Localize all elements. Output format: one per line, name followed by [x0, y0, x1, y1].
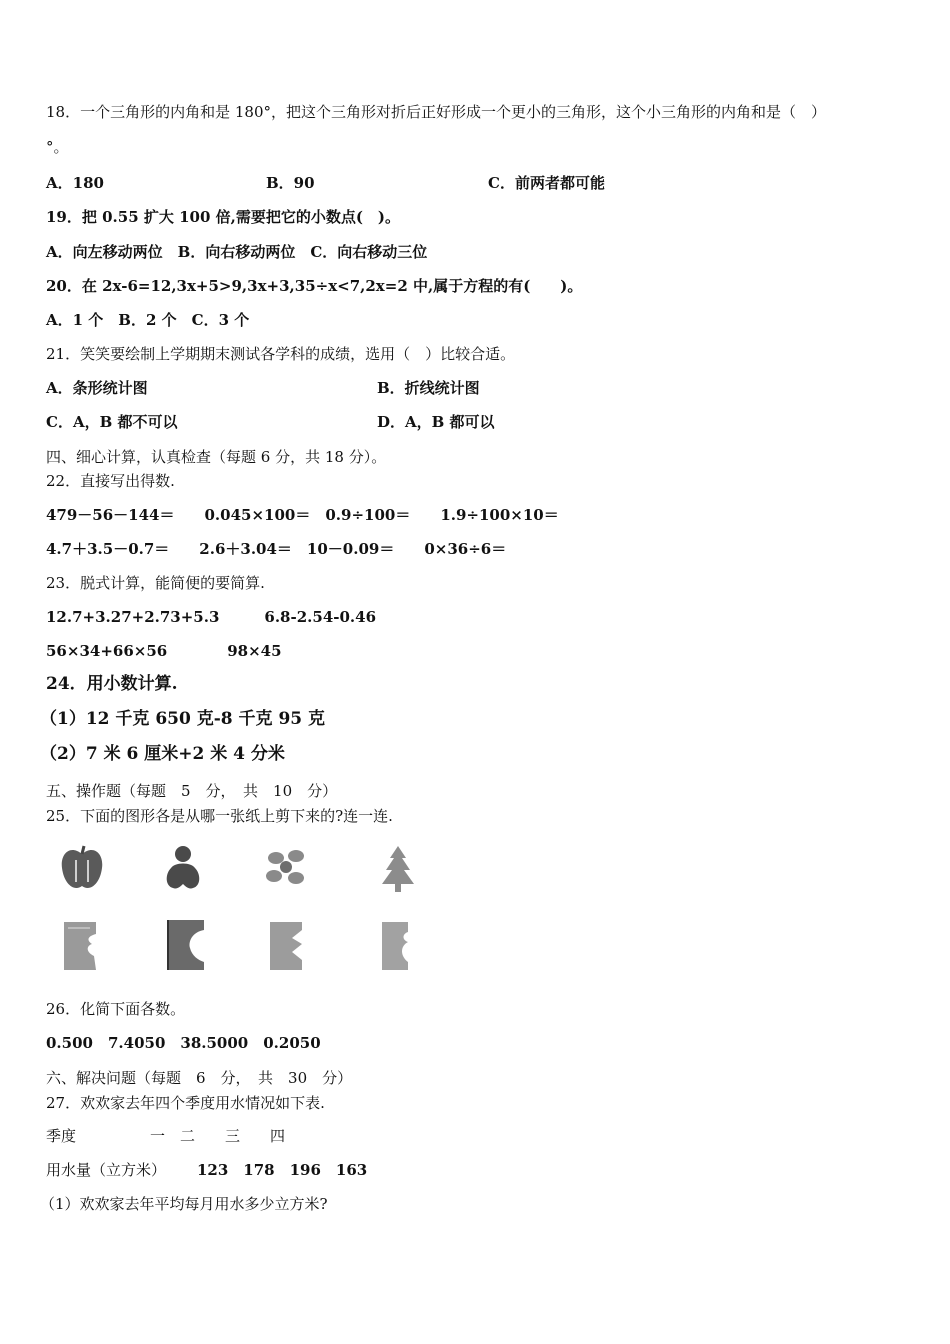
apple-shape-icon [56, 840, 108, 896]
q27-stem: 27．欢欢家去年四个季度用水情况如下表. [46, 1094, 325, 1112]
q26-stem: 26．化简下面各数。 [46, 1000, 186, 1018]
q25-stem: 25．下面的图形各是从哪一张纸上剪下来的?连一连. [46, 807, 393, 825]
folded-paper-c-icon [262, 918, 314, 974]
q21-stem: 21．笑笑要绘制上学期期末测试各学科的成绩，选用（ ）比较合适。 [46, 345, 516, 363]
q18-option-a: A．180 [46, 174, 104, 192]
flower-shape-icon [260, 840, 312, 896]
q21-option-a: A．条形统计图 [46, 379, 148, 397]
q21-option-d: D．A，B 都可以 [377, 413, 495, 431]
folded-paper-a-icon [56, 918, 108, 974]
q19-stem: 19．把 0.55 扩大 100 倍,需要把它的小数点( )。 [46, 208, 401, 226]
q22-row-1: 479－56－144＝ 0.045×100＝ 0.9÷100＝ 1.9÷100×10＝ [46, 506, 559, 524]
section-6-heading: 六、解决问题（每题 6 分， 共 30 分） [46, 1069, 353, 1087]
q21-option-b: B．折线统计图 [377, 379, 480, 397]
q26-numbers: 0.500 7.4050 38.5000 0.2050 [46, 1034, 321, 1052]
q24-part-1: （1）12 千克 650 克-8 千克 95 克 [40, 709, 326, 729]
q23-row-2: 56×34+66×56 98×45 [46, 642, 282, 660]
section-4-heading: 四、细心计算，认真检查（每题 6 分，共 18 分）。 [46, 448, 387, 466]
folded-paper-d-icon [374, 918, 426, 974]
q19-options: A．向左移动两位 B．向右移动两位 C．向右移动三位 [46, 243, 428, 261]
q22-stem: 22．直接写出得数. [46, 472, 175, 490]
q24-part-2: （2）7 米 6 厘米+2 米 4 分米 [40, 744, 285, 764]
tree-shape-icon [372, 840, 424, 896]
q24-stem: 24．用小数计算. [46, 674, 178, 694]
q18-stem: 18．一个三角形的内角和是 180°，把这个三角形对折后正好形成一个更小的三角形，这个小三角形的内角和是（ ） [46, 103, 826, 121]
q18-stem-cont: °。 [46, 138, 69, 156]
folded-paper-b-icon [160, 916, 212, 972]
q27-table-row-label: 用水量（立方米） [46, 1161, 167, 1179]
q20-stem: 20．在 2x-6=12,3x+5>9,3x+3,35÷x<7,2x=2 中,属于方程的有( )。 [46, 277, 583, 295]
gourd-shape-icon [157, 840, 209, 896]
q21-option-c: C．A，B 都不可以 [46, 413, 178, 431]
section-5-heading: 五、操作题（每题 5 分， 共 10 分） [46, 782, 338, 800]
q27-table-row-values: 123 178 196 163 [197, 1161, 368, 1179]
q23-stem: 23．脱式计算，能简便的要简算. [46, 574, 265, 592]
q27-table-header-values: 一 二 三 四 [150, 1127, 286, 1145]
q20-options: A．1 个 B．2 个 C．3 个 [46, 311, 250, 329]
q18-option-c: C．前两者都可能 [488, 174, 605, 192]
q27-part-1: （1）欢欢家去年平均每月用水多少立方米? [40, 1195, 328, 1213]
q22-row-2: 4.7＋3.5－0.7＝ 2.6＋3.04＝ 10－0.09＝ 0×36÷6＝ [46, 540, 507, 558]
q18-option-b: B．90 [266, 174, 315, 192]
q27-table-header-label: 季度 [46, 1127, 77, 1145]
q23-row-1: 12.7+3.27+2.73+5.3 6.8-2.54-0.46 [46, 608, 377, 626]
